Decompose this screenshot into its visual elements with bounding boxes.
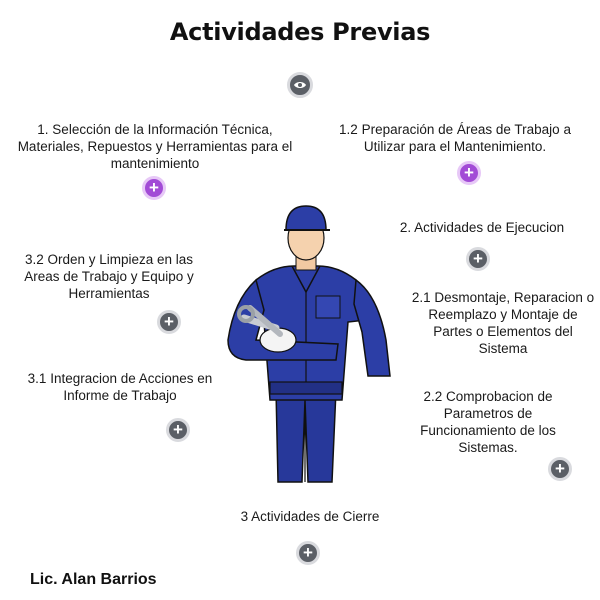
plus-icon: + <box>149 177 159 197</box>
node-1-2-label: 1.2 Preparación de Áreas de Trabajo a Utilizar para el Mantenimiento. <box>339 122 571 154</box>
plus-icon: + <box>173 419 183 439</box>
node-2-expand-button[interactable] <box>466 247 490 271</box>
node-3-expand-button[interactable] <box>296 541 320 565</box>
plus-icon: + <box>164 311 174 331</box>
node-3-1-expand-button[interactable] <box>166 418 190 442</box>
node-2-1-label: 2.1 Desmontaje, Reparacion o Reemplazo y Montaje de Partes o Elementos del Sistema <box>411 290 595 356</box>
node-3-label: 3 Actividades de Cierre <box>240 509 380 524</box>
plus-icon: + <box>473 248 483 268</box>
node-2-2-expand-button[interactable] <box>548 457 572 481</box>
node-2-2-label: 2.2 Comprobacion de Parametros de Funcionamiento de los Sistemas. <box>420 389 556 455</box>
plus-icon: + <box>555 458 565 478</box>
node-3-1-label: 3.1 Integracion de Acciones en Informe de Trabajo <box>27 371 213 403</box>
eye-icon <box>293 80 307 90</box>
node-1-2-expand-button[interactable] <box>457 161 481 185</box>
node-3-2-label: 3.2 Orden y Limpieza en las Areas de Trabajo y Equipo y Herramientas <box>24 252 194 301</box>
node-1-label: 1. Selección de la Información Técnica, Materiales, Repuestos y Herramientas para el mantenimiento <box>17 122 293 171</box>
node-1-expand-button[interactable] <box>142 176 166 200</box>
author-credit: Lic. Alan Barrios <box>30 571 157 588</box>
node-3-2-expand-button[interactable] <box>157 310 181 334</box>
view-button[interactable] <box>287 72 313 98</box>
mechanic-illustration <box>216 200 396 485</box>
node-2-label: 2. Actividades de Ejecucion <box>399 220 565 235</box>
plus-icon: + <box>303 542 313 562</box>
plus-icon: + <box>464 162 474 182</box>
page-title: Actividades Previas <box>169 18 431 46</box>
